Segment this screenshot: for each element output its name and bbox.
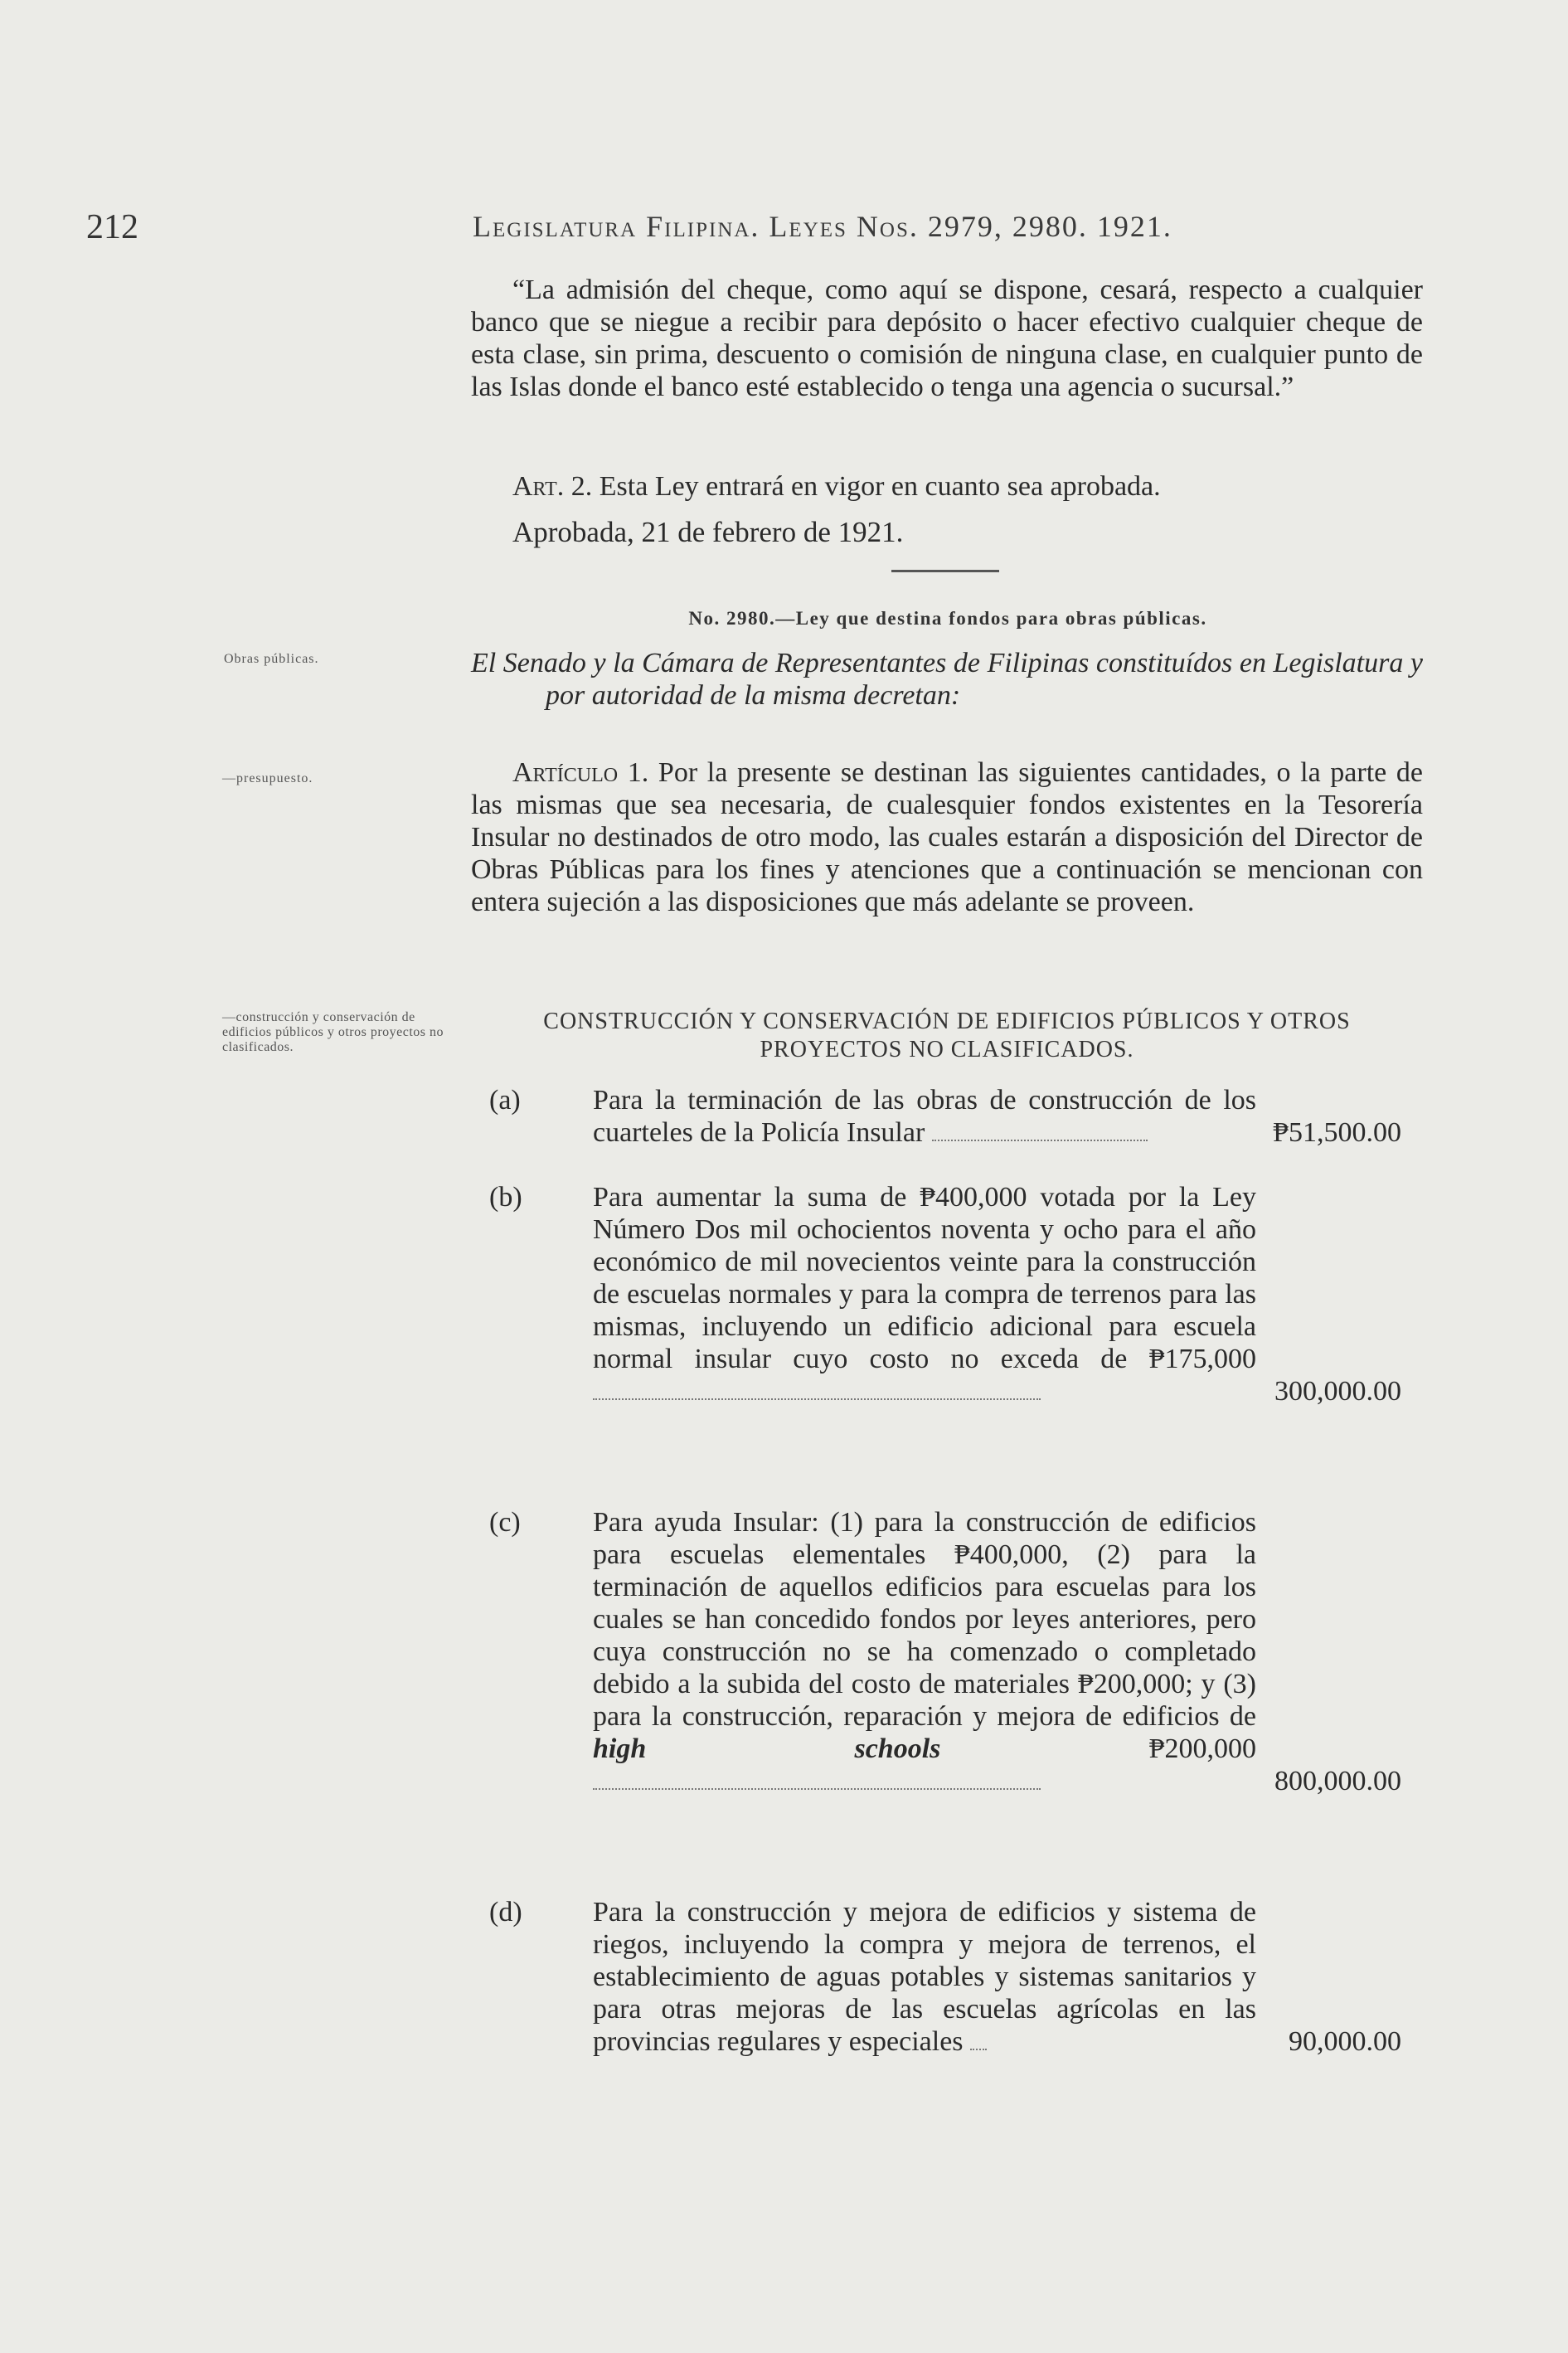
appropriation-item-c <box>489 1506 1426 1797</box>
enacting-clause <box>471 647 1423 712</box>
approval-date: Aprobada, 21 de febrero de 1921. <box>512 516 904 548</box>
dot-leader <box>932 1139 1148 1141</box>
item-text: Para ayuda Insular: (1) para la construcción de edificios para escuelas elementales ₱400,000, (2) para la terminación de aquellos edificios para escuelas para los cuales se han concedido fondos por leyes anteriores, pero cuya construcción no se ha comenzado o completado debido a la subida del costo de materiales ₱200,000; y (3) para la construcción, reparación y mejora de edificios de <box>593 1507 1256 1732</box>
side-note-obras: Obras públicas. <box>224 652 319 666</box>
quoted-paragraph: “La admisión del cheque, como aquí se dispone, cesará, respecto a cualquier banco que se niegue a recibir para depósito o hacer efectivo cualquier cheque de esta clase, sin prima, descuento o comisión de ninguna clase, en cualquier punto de las Islas donde el banco esté establecido o tenga una agencia o sucursal.” <box>471 275 1423 402</box>
section-divider <box>891 570 999 572</box>
article-2-label: Art. 2. <box>512 471 593 502</box>
appropriation-item-b <box>489 1181 1426 1407</box>
dot-leader <box>593 1787 1041 1790</box>
appropriation-item-d <box>489 1896 1426 2058</box>
article-1-text: Por la presente se destinan las siguientes cantidades, o la parte de las mismas que sea necesaria, de cualesquier fondos existentes en la Tesorería Insular no destinados de otro modo, las cuales estarán a disposición del Director de Obras Públicas para los fines y atenciones que a continuación se mencionan con entera sujeción a las disposiciones que más adelante se proveen. <box>471 757 1423 917</box>
article-2-text: Esta Ley entrará en vigor en cuanto sea aprobada. <box>599 471 1161 502</box>
running-head: Legislatura Filipina. Leyes Nos. 2979, 2980. 1921. <box>473 210 1172 243</box>
item-label: (d) <box>489 1897 522 1928</box>
item-amount: 90,000.00 <box>1289 2026 1401 2057</box>
item-text: Para la terminación de las obras de construcción de los cuarteles de la Policía Insular <box>593 1085 1256 1148</box>
item-amount: ₱51,500.00 <box>1273 1117 1401 1148</box>
page-number: 212 <box>86 208 138 246</box>
item-amount: 800,000.00 <box>1274 1766 1401 1796</box>
article-1 <box>471 756 1423 918</box>
item-text: Para la construcción y mejora de edificios y sistema de riegos, incluyendo la compra y mejora de terrenos, el establecimiento de aguas potables y sistemas sanitarios y para otras mejoras de las escuelas agrícolas en las provincias regulares y especiales <box>593 1897 1256 2057</box>
article-2 <box>471 470 1423 503</box>
law-title: No. 2980.—Ley que destina fondos para obras públicas. <box>688 608 1207 629</box>
side-note-presupuesto: —presupuesto. <box>222 771 313 785</box>
appropriation-item-a <box>489 1084 1426 1149</box>
side-note-construccion: —construcción y conservación de edificios públicos y otros proyectos no clasificados. <box>222 1010 444 1054</box>
item-text-after: ₱200,000 <box>1148 1733 1256 1764</box>
item-label: (c) <box>489 1507 521 1538</box>
item-amount: 300,000.00 <box>1274 1376 1401 1407</box>
item-text-italic: high schools <box>593 1733 941 1764</box>
item-label: (a) <box>489 1085 521 1116</box>
dot-leader <box>593 1398 1041 1400</box>
article-1-label: Artículo 1. <box>512 757 649 788</box>
item-label: (b) <box>489 1182 522 1213</box>
dot-leader <box>970 2048 987 2050</box>
section-heading: CONSTRUCCIÓN Y CONSERVACIÓN DE EDIFICIOS PÚBLICOS Y OTROS PROYECTOS NO CLASIFICADOS. <box>543 1009 1351 1062</box>
item-text: Para aumentar la suma de ₱400,000 votada por la Ley Número Dos mil ochocientos noventa y ocho para el año económico de mil novecientos veinte para la construcción de escuelas normales y para la compra de terrenos para las mismas, incluyendo un edificio adicional para escuela normal insular cuyo costo no exceda de ₱175,000 <box>593 1182 1256 1374</box>
enacting-clause-text: El Senado y la Cámara de Representantes de Filipinas constituídos en Legislatura y por autoridad de la misma decretan: <box>471 648 1423 711</box>
